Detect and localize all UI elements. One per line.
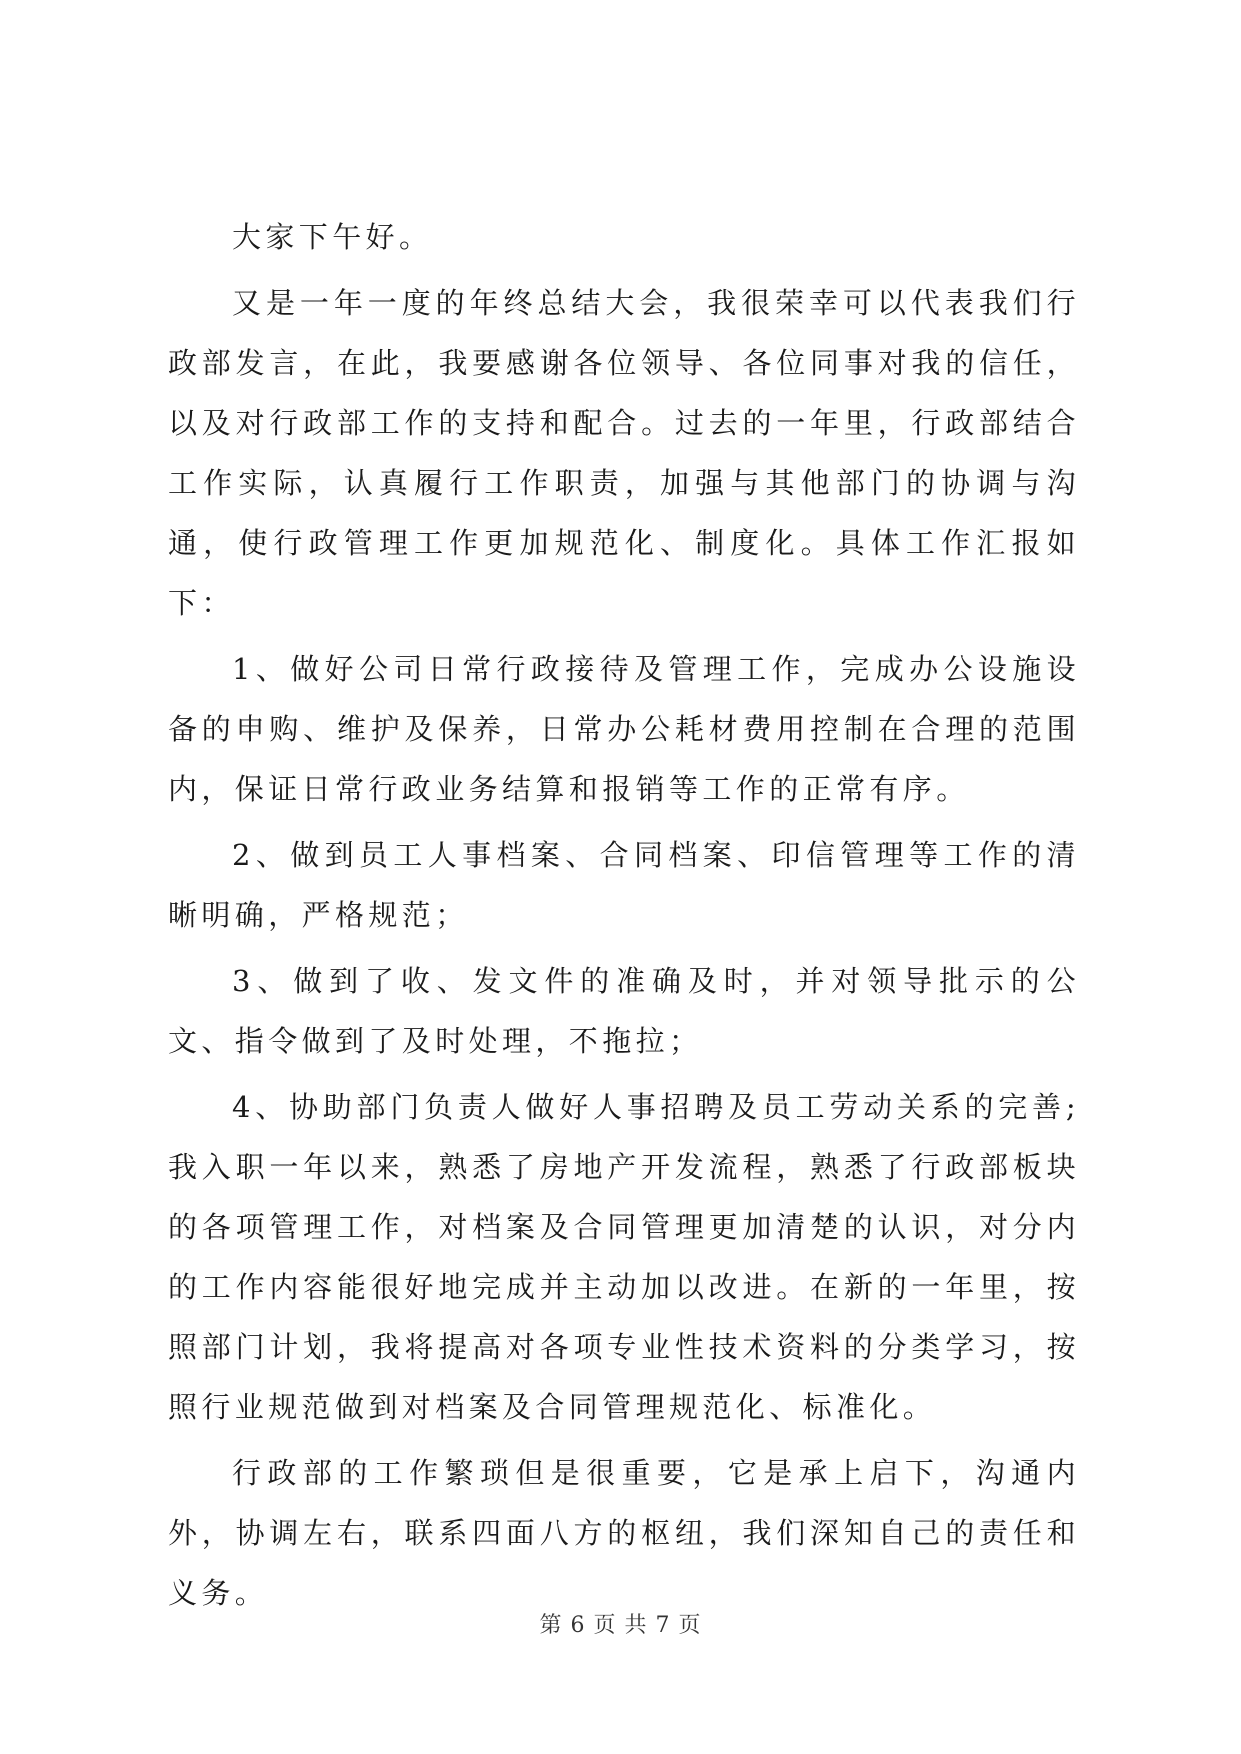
document-body [168, 207, 1080, 1629]
page-number-footer: 第 6 页 共 7 页 [539, 1613, 702, 1638]
item-4-paragraph: 4、协助部门负责人做好人事招聘及员工劳动关系的完善;我入职一年以来，熟悉了房地产开发流程，熟悉了行政部板块的各项管理工作，对档案及合同管理更加清楚的认识，对分内的工作内容能很好地完成并主动加以改进。在新的一年里，按照部门计划，我将提高对各项专业性技术资料的分类学习，按照行业规范做到对档案及合同管理规范化、标准化。 [168, 1090, 1080, 1424]
item-2-paragraph: 2、做到员工人事档案、合同档案、印信管理等工作的清晰明确，严格规范； [168, 838, 1080, 932]
intro-paragraph: 又是一年一度的年终总结大会，我很荣幸可以代表我们行政部发言，在此，我要感谢各位领导、各位同事对我的信任，以及对行政部工作的支持和配合。过去的一年里，行政部结合工作实际，认真履行工作职责，加强与其他部门的协调与沟通，使行政管理工作更加规范化、制度化。具体工作汇报如下： [168, 286, 1080, 620]
item-3-paragraph: 3、做到了收、发文件的准确及时，并对领导批示的公文、指令做到了及时处理，不拖拉； [168, 964, 1080, 1058]
closing-paragraph: 行政部的工作繁琐但是很重要，它是承上启下，沟通内外，协调左右，联系四面八方的枢纽，我们深知自己的责任和义务。 [168, 1456, 1080, 1610]
item-1-paragraph: 1、做好公司日常行政接待及管理工作，完成办公设施设备的申购、维护及保养，日常办公耗材费用控制在合理的范围内，保证日常行政业务结算和报销等工作的正常有序。 [168, 652, 1080, 806]
greeting-paragraph: 大家下午好。 [232, 220, 433, 254]
